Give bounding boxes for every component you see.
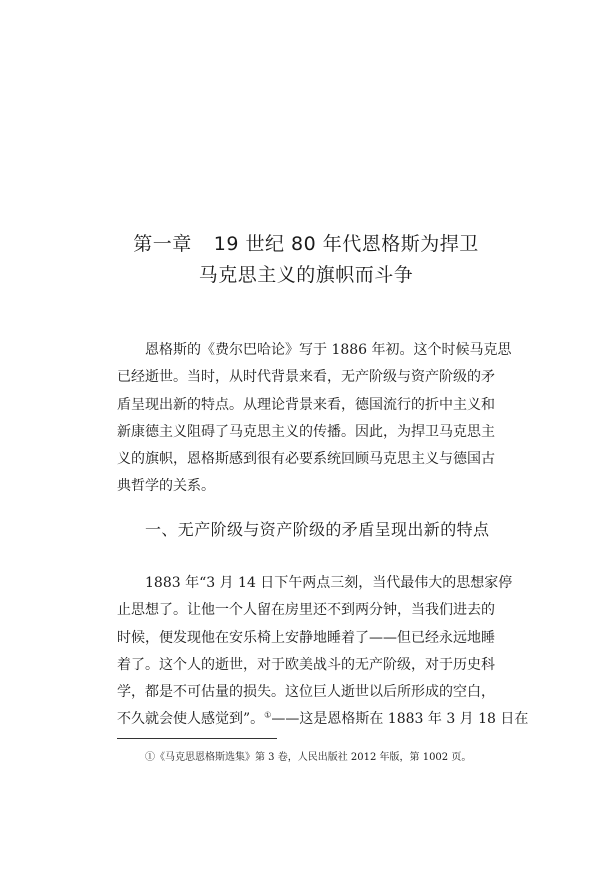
line-text-before-marker: 不久就会使人感觉到”。 — [117, 711, 265, 728]
footnote-divider — [117, 738, 277, 739]
paragraph-line: 止思想了。让他一个人留在房里还不到两分钟，当我们进去的 — [117, 602, 495, 619]
section-heading: 一、无产阶级与资产阶级的矛盾呈现出新的特点 — [145, 520, 490, 539]
footnote: ①《马克思恩格斯选集》第 3 卷，人民出版社 2012 年版，第 1002 页。 — [145, 752, 472, 763]
paragraph-line: 已经逝世。当时，从时代背景来看，无产阶级与资产阶级的矛 — [117, 369, 495, 386]
paragraph-line: 盾呈现出新的特点。从理论背景来看，德国流行的折中主义和 — [117, 396, 495, 413]
chapter-title-line-2: 马克思主义的旗帜而斗争 — [198, 264, 414, 286]
paragraph-line-with-footnote — [117, 706, 529, 733]
paragraph-line: 着了。这个人的逝世，对于欧美战斗的无产阶级，对于历史科 — [117, 656, 495, 673]
paragraph-line: 义的旗帜，恩格斯感到很有必要系统回顾马克思主义与德国古 — [117, 451, 495, 468]
chapter-title — [0, 229, 612, 291]
chapter-label: 第一章 — [133, 233, 192, 255]
paragraph-line: 时候，便发现他在安乐椅上安静地睡着了——但已经永远地睡 — [117, 629, 495, 646]
line-text-after-marker: ——这是恩格斯在 1883 年 3 月 18 日在 — [271, 711, 529, 728]
intro-paragraph — [117, 337, 512, 501]
section-paragraph — [117, 570, 529, 734]
paragraph-line: 学，都是不可估量的损失。这位巨人逝世以后所形成的空白， — [117, 684, 495, 701]
chapter-title-text-1: 19 世纪 80 年代恩格斯为捍卫 — [213, 233, 479, 255]
footnote-marker[interactable]: ① — [264, 710, 272, 720]
chapter-title-line-1 — [0, 229, 612, 260]
paragraph-line: 新康德主义阻碍了马克思主义的传播。因此，为捍卫马克思主 — [117, 423, 495, 440]
paragraph-line: 1883 年“3 月 14 日下午两点三刻，当代最伟大的思想家停 — [145, 575, 513, 591]
paragraph-line: 恩格斯的《费尔巴哈论》写于 1886 年初。这个时候马克思 — [145, 342, 512, 358]
paragraph-line: 典哲学的关系。 — [117, 478, 215, 495]
